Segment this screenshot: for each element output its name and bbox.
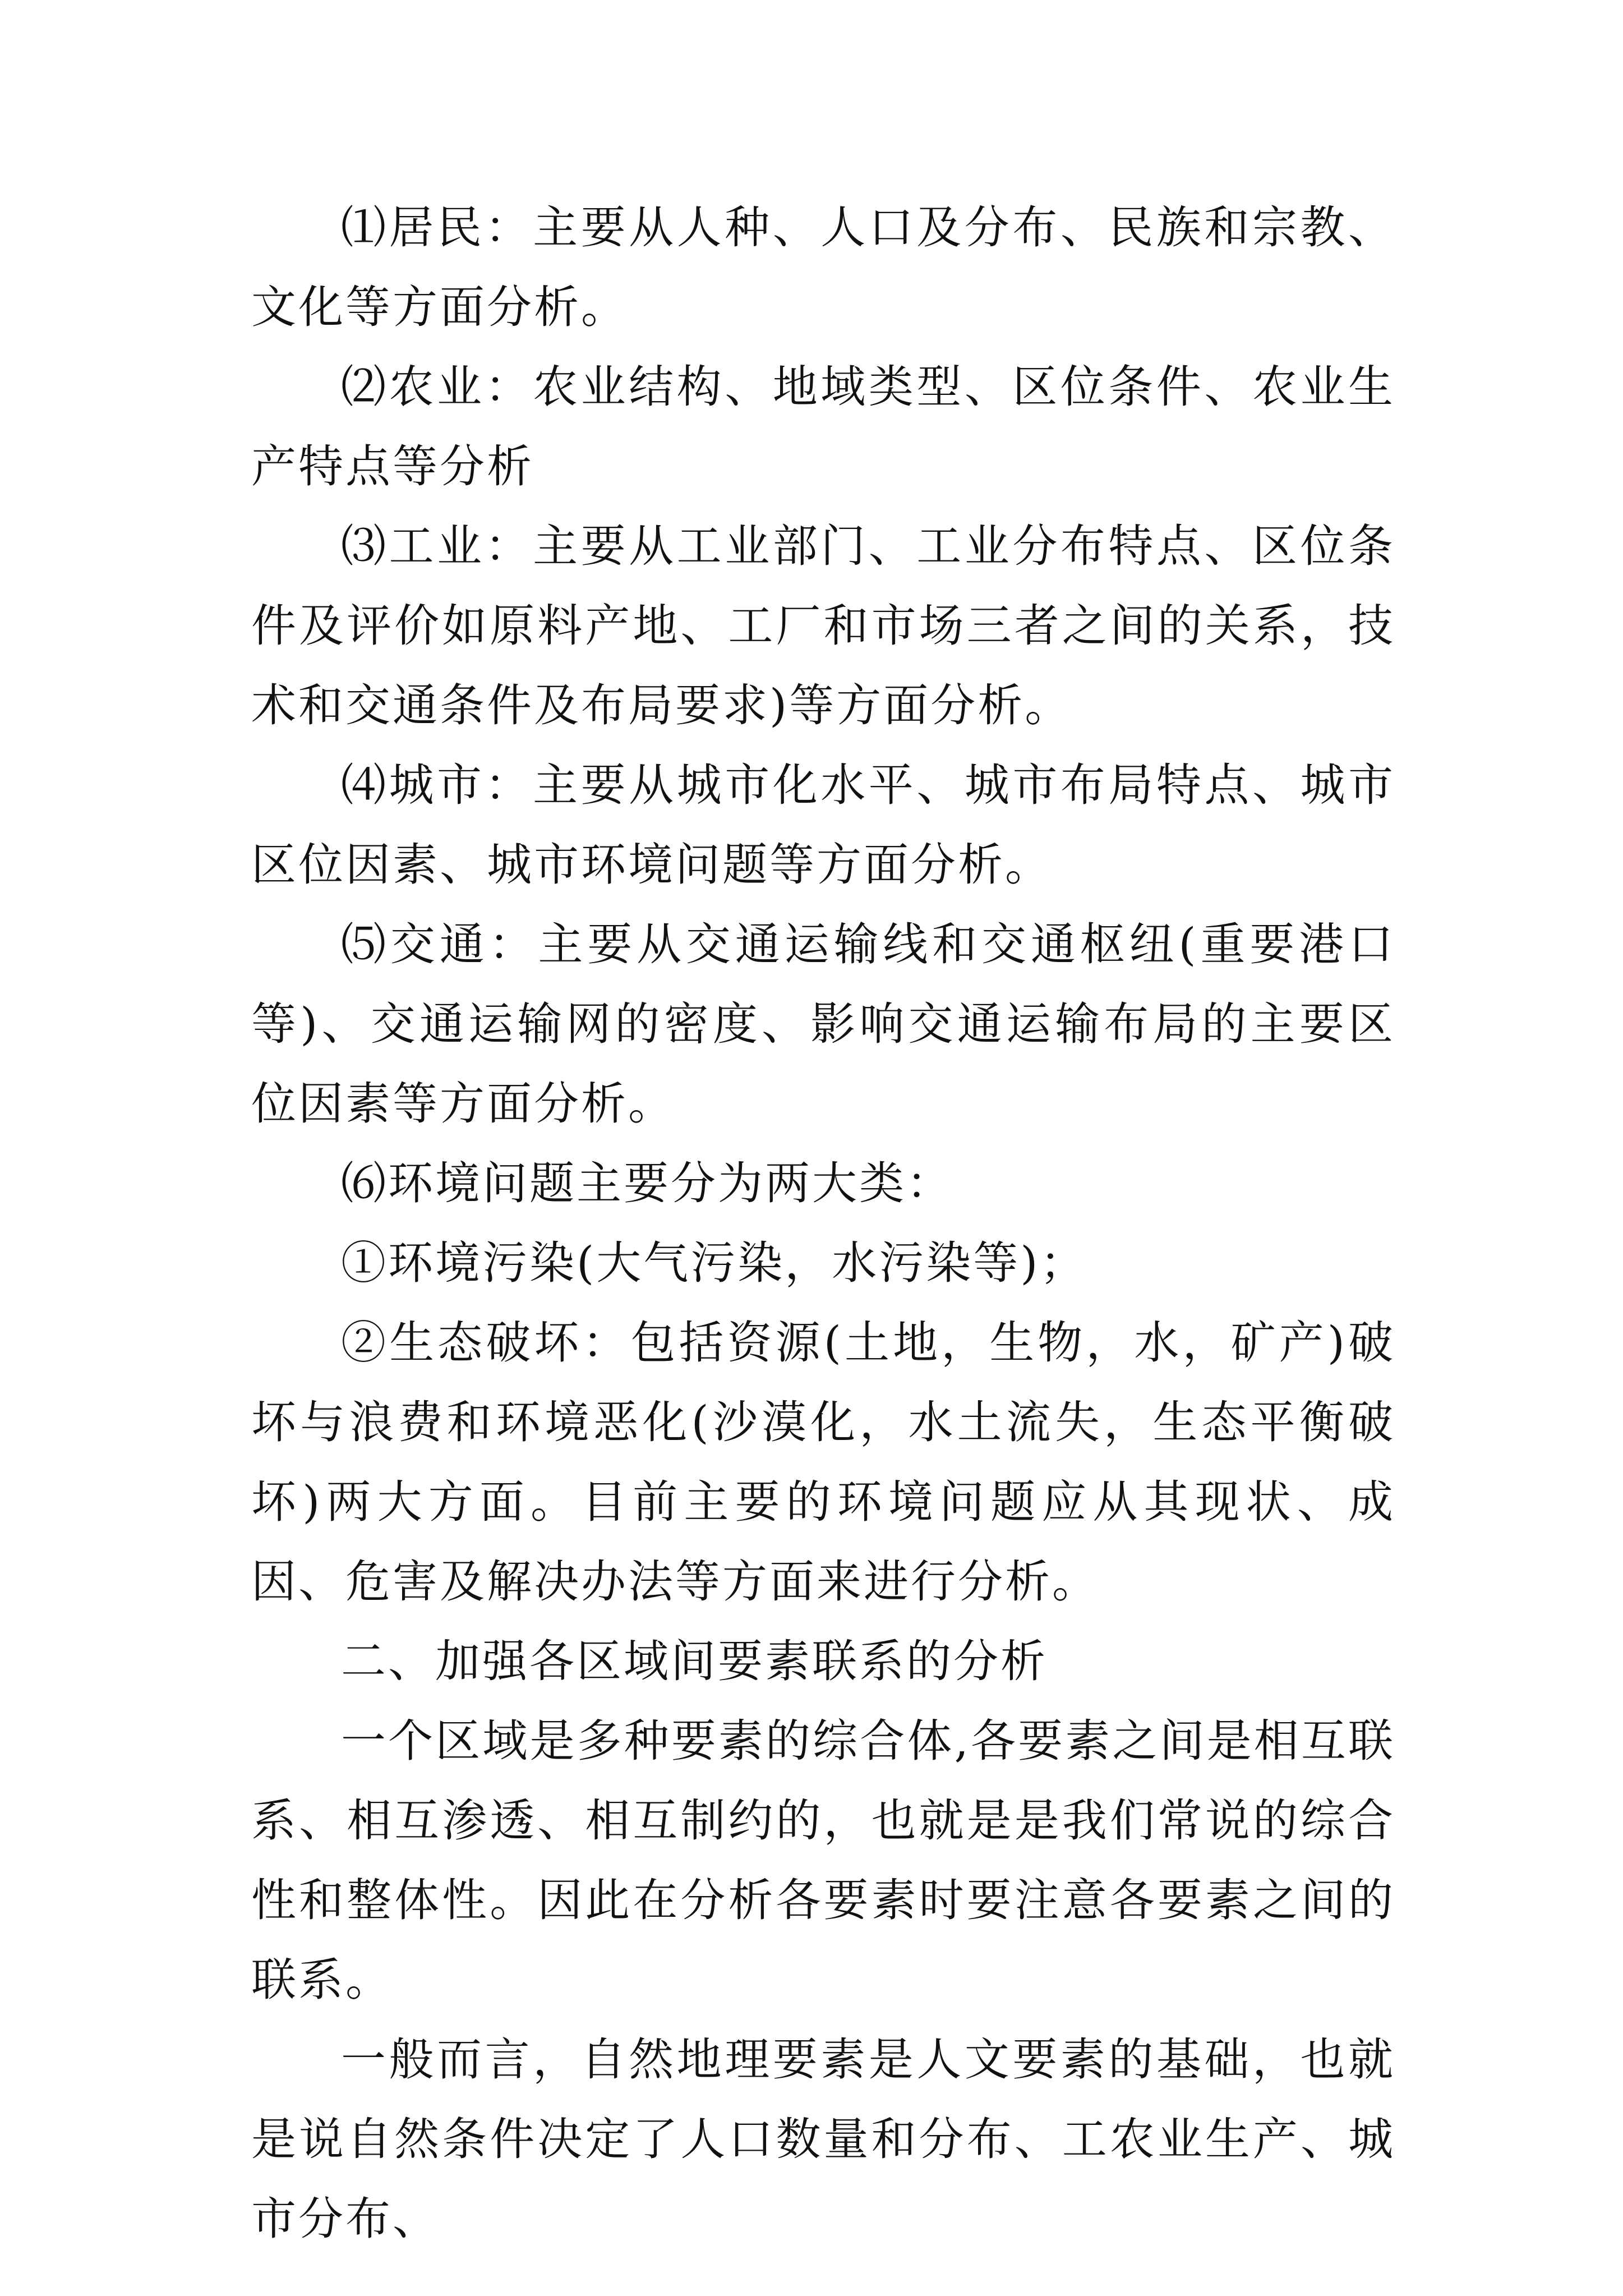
paragraph-natural-factors: 一般而言，自然地理要素是人文要素的基础，也就是说自然条件决定了人口数量和分布、工农业生产、城市分布、 — [251, 2033, 1395, 2245]
paragraph-ecological-damage: ②生态破坏：包括资源(土地，生物，水，矿产)破坏与浪费和环境恶化(沙漠化，水土流失，生态平衡破坏)两大方面。目前主要的环境问题应从其现状、成因、危害及解决办法等方面来进行分析。 — [251, 1317, 1395, 1608]
paragraph-city: ⑷城市：主要从城市化水平、城市布局特点、城市区位因素、城市环境问题等方面分析。 — [251, 759, 1395, 891]
document-body — [251, 188, 1395, 2259]
paragraph-transport: ⑸交通：主要从交通运输线和交通枢纽(重要港口等)、交通运输网的密度、影响交通运输布局的主要区位因素等方面分析。 — [251, 918, 1395, 1130]
paragraph-agriculture: ⑵农业：农业结构、地域类型、区位条件、农业生产特点等分析 — [251, 361, 1395, 493]
paragraph-residents: ⑴居民：主要从人种、人口及分布、民族和宗教、文化等方面分析。 — [251, 201, 1395, 333]
paragraph-environment: ⑹环境问题主要分为两大类： — [341, 1157, 953, 1209]
section-heading: 二、加强各区域间要素联系的分析 — [341, 1635, 1048, 1687]
paragraph-region-integration: 一个区域是多种要素的综合体,各要素之间是相互联系、相互渗透、相互制约的，也就是是我们常说的综合性和整体性。因此在分析各要素时要注意各要素之间的联系。 — [251, 1715, 1395, 2006]
paragraph-industry: ⑶工业：主要从工业部门、工业分布特点、区位条件及评价如原料产地、工厂和市场三者之间的关系，技术和交通条件及布局要求)等方面分析。 — [251, 520, 1395, 731]
paragraph-pollution: ①环境污染(大气污染，水污染等)； — [341, 1237, 1087, 1289]
